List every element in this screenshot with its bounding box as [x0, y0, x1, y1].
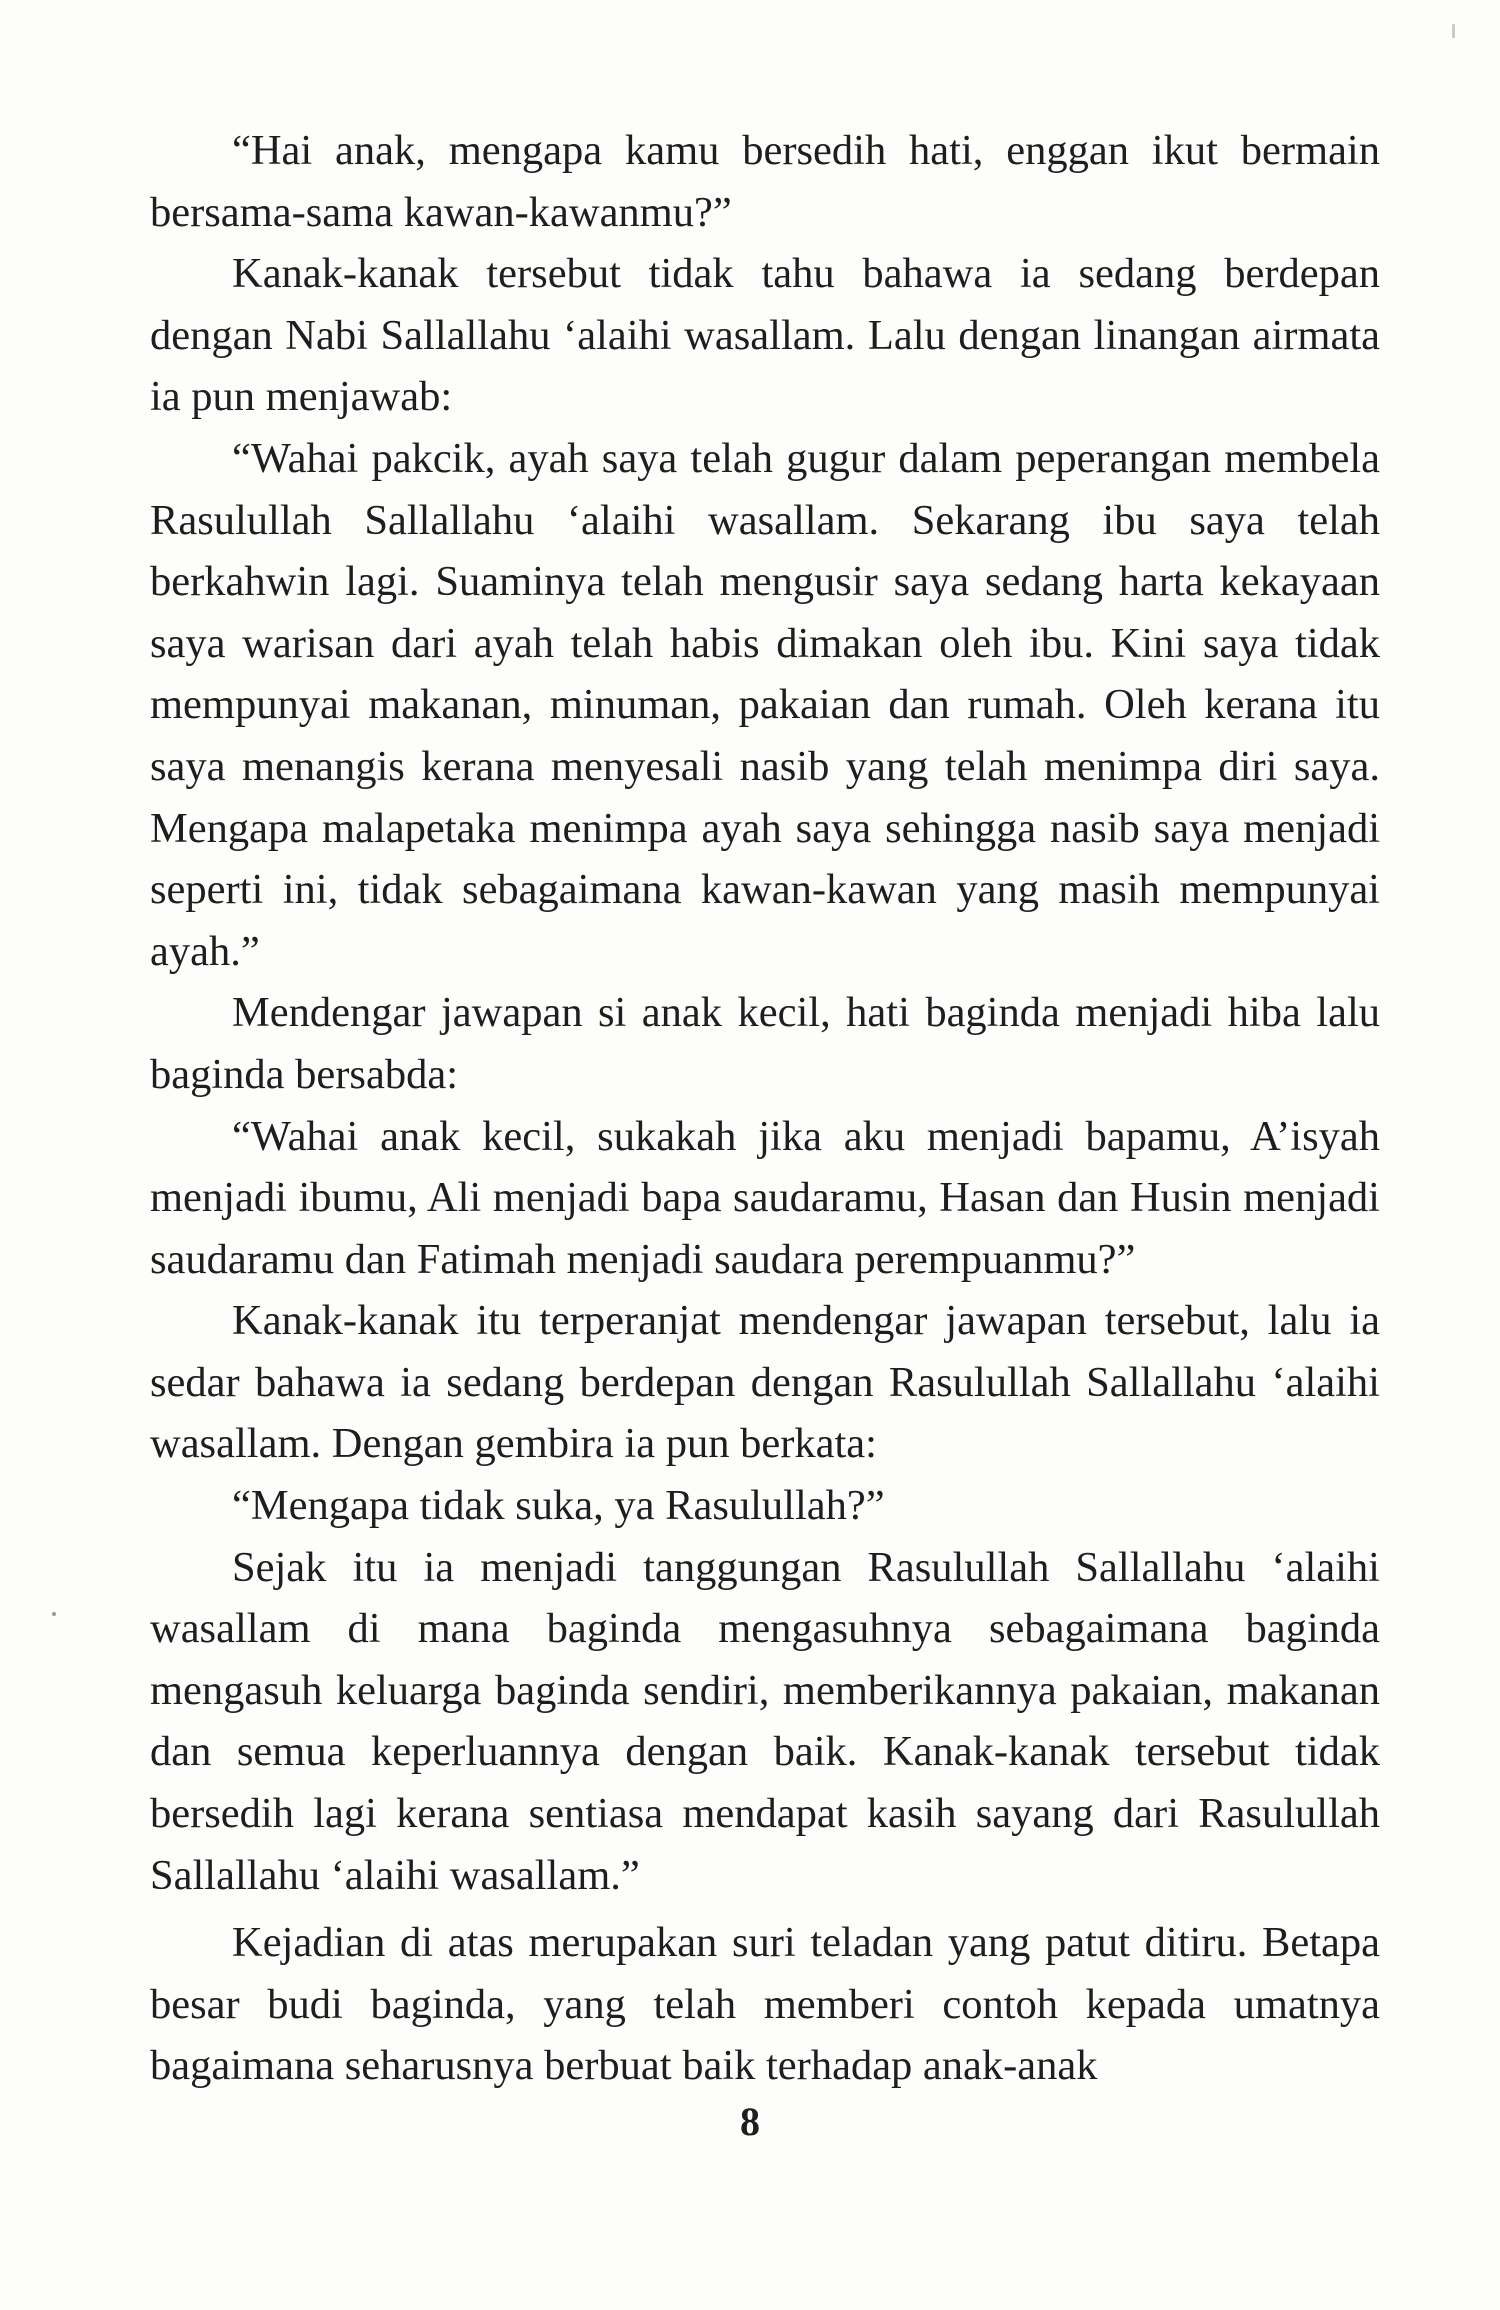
paragraph-8: Sejak itu ia menjadi tanggungan Rasulullah Sallallahu ‘alaihi wasallam di mana baginda mengasuhnya sebagaimana baginda mengasuh keluarga baginda sendiri, memberikannya pakaian, makanan dan semua keperluannya dengan baik. Kanak-kanak tersebut tidak bersedih lagi kerana sentiasa mendapat kasih sayang dari Rasulullah Sallallahu ‘alaihi wasallam.” — [150, 1543, 1380, 1899]
page-number: 8 — [740, 2099, 760, 2144]
paragraph-1: “Hai anak, mengapa kamu bersedih hati, enggan ikut bermain bersama-sama kawan-kawanmu?” — [150, 127, 1380, 236]
paragraph-4: Mendengar jawapan si anak kecil, hati baginda menjadi hiba lalu baginda bersabda: — [150, 989, 1380, 1098]
paragraph-9: Kejadian di atas merupakan suri teladan yang patut ditiru. Betapa besar budi baginda, yang telah memberi contoh kepada umatnya bagaimana seharusnya berbuat baik terhadap anak-anak — [150, 1919, 1380, 2090]
paragraph-2: Kanak-kanak tersebut tidak tahu bahawa ia sedang berdepan dengan Nabi Sallallahu ‘alaihi wasallam. Lalu dengan linangan airmata ia pun menjawab: — [150, 250, 1380, 421]
scan-speck — [1452, 24, 1455, 38]
paragraph-6: Kanak-kanak itu terperanjat mendengar jawapan tersebut, lalu ia sedar bahawa ia sedang berdepan dengan Rasulullah Sallallahu ‘alaihi wasallam. Dengan gembira ia pun berkata: — [150, 1297, 1380, 1468]
paragraph-3: “Wahai pakcik, ayah saya telah gugur dalam peperangan membela Rasulullah Sallallahu ‘alaihi wasallam. Sekarang ibu saya telah berkahwin lagi. Suaminya telah mengusir saya sedang harta kekayaan saya warisan dari ayah telah habis dimakan oleh ibu. Kini saya tidak mempunyai makanan, minuman, pakaian dan rumah. Oleh kerana itu saya menangis kerana menyesali nasib yang telah menimpa diri saya. Mengapa malapetaka menimpa ayah saya sehingga nasib saya menjadi seperti ini, tidak sebagaimana kawan-kawan yang masih mempunyai ayah.” — [150, 434, 1380, 975]
paragraph-7: “Mengapa tidak suka, ya Rasulullah?” — [232, 1482, 885, 1530]
scan-speck — [52, 1612, 56, 1616]
paragraph-5: “Wahai anak kecil, sukakah jika aku menjadi bapamu, A’isyah menjadi ibumu, Ali menjadi bapa saudaramu, Hasan dan Husin menjadi saudaramu dan Fatimah menjadi saudara perempuanmu?” — [150, 1112, 1380, 1283]
body-text — [150, 120, 1380, 2097]
